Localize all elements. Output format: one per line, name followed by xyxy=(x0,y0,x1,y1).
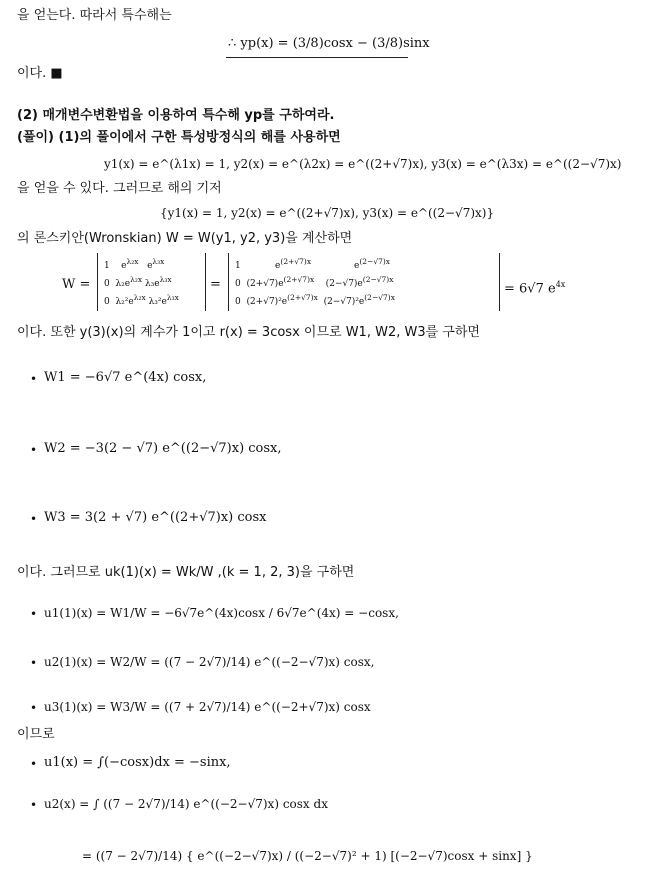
text-line-2: 이다. ■ xyxy=(17,66,63,81)
bullet-w3: • xyxy=(30,512,38,526)
text-line-7: 이다. 또한 y(3)(x)의 계수가 1이고 r(x) = 3cosx 이므로 W1, W2, W3를 구하면 xyxy=(17,325,480,340)
text-line-6: 의 론스키안(Wronskian) W = W(y1, y2, y3)을 계산하면 xyxy=(17,231,353,246)
solution-intro-text: (풀이) (1)의 풀이에서 구한 특성방정식의 해를 사용하면 xyxy=(17,130,341,145)
solution-intro xyxy=(17,130,341,146)
particular-solution-eq: ∴ yp(x) = (3/8)cosx − (3/8)sinx xyxy=(228,36,430,51)
wronskian-matrix-2: 1 $e^{(2+√7)x}$ $e^{(2-√7)x}$ 0 $(2+√7)e^{(2+√7)x}$ $(2-√7)e^{(2-√7)x}$ 0 $(2+√7)^2e^{(2+√7)x}$ $(2-√7)^2e^{(2-√7)x}$ xyxy=(228,253,500,311)
text-line-1: 을 얻는다. 따라서 특수해는 xyxy=(17,8,172,23)
u1-eq: u1(x) = ∫(−cosx)dx = −sinx, xyxy=(44,755,231,770)
bullet-u1: • xyxy=(30,757,38,771)
basis-eq: {y1(x) = 1, y2(x) = e^((2+√7)x), y3(x) = e^((2−√7)x)} xyxy=(160,206,495,220)
u2-eq: u2(x) = ∫ ((7 − 2√7)/14) e^((−2−√7)x) cosx dx xyxy=(44,797,328,811)
text-line-9: 이므로 xyxy=(17,727,55,742)
bullet-u2: • xyxy=(30,798,38,812)
bullet-u2p: • xyxy=(30,656,38,670)
wronskian-label: W = xyxy=(62,277,91,292)
wronskian-matrix-1: 1 $e^{\lambda_2x}$ $e^{\lambda_3x}$ 0 $\lambda_2e^{\lambda_2x}$ $\lambda_3e^{\lambda_3x}$ 0 $\lambda_2^2e^{\lambda_2x}$ $\lambda_3^2e^{\lambda_3x}$ xyxy=(97,253,206,311)
w2-eq: W2 = −3(2 − √7) e^((2−√7)x) cosx, xyxy=(44,441,282,456)
w3-eq: W3 = 3(2 + √7) e^((2+√7)x) cosx xyxy=(44,510,267,525)
u2b-eq: = ((7 − 2√7)/14) { e^((−2−√7)x) / ((−2−√7)² + 1) [(−2−√7)cosx + sinx] } xyxy=(82,849,533,863)
text-line-5: 을 얻을 수 있다. 그러므로 해의 기저 xyxy=(17,181,222,196)
u2p-eq: u2(1)(x) = W2/W = ((7 − 2√7)/14) e^((−2−√7)x) cosx, xyxy=(44,655,375,669)
particular-underline xyxy=(226,57,408,58)
bullet-w2: • xyxy=(30,443,38,457)
wronskian-result: = 6√7 $e^{4x}$ xyxy=(504,280,566,297)
bullet-w1: • xyxy=(30,372,38,386)
section-heading-text: (2) 매개변수변환법을 이용하여 특수해 yp를 구하여라. xyxy=(17,108,335,123)
u1p-eq: u1(1)(x) = W1/W = −6√7e^(4x)cosx / 6√7e^(4x) = −cosx, xyxy=(44,606,399,620)
text-line-8: 이다. 그러므로 uk(1)(x) = Wk/W ,(k = 1, 2, 3)을 구하면 xyxy=(17,565,355,580)
bullet-u1p: • xyxy=(30,607,38,621)
equals-1: = xyxy=(210,277,221,292)
bullet-u3p: • xyxy=(30,701,38,715)
roots-eq: y1(x) = e^(λ1x) = 1, y2(x) = e^(λ2x) = e^((2+√7)x), y3(x) = e^(λ3x) = e^((2−√7)x) xyxy=(104,157,622,171)
u3p-eq: u3(1)(x) = W3/W = ((7 + 2√7)/14) e^((−2+√7)x) cosx xyxy=(44,700,371,714)
section-heading xyxy=(17,108,334,124)
w1-eq: W1 = −6√7 e^(4x) cosx, xyxy=(44,370,207,385)
